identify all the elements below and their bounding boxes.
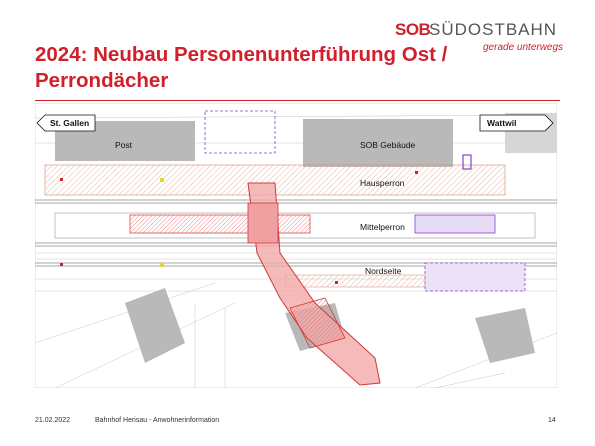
logo-name: SÜDOSTBAHN [429,20,558,39]
sob-building-label: SOB Gebäude [360,140,416,150]
mittelperron-planned-roof [415,215,495,233]
st-gallen-label: St. Gallen [50,118,90,128]
underpass-stair-block [248,203,278,243]
logo-mark: SOB [395,20,431,39]
post-label: Post [115,140,133,150]
hausperron-label: Hausperron [360,178,405,188]
footer-date: 21.02.2022 [35,417,71,424]
nordseite-planned-structure [425,263,525,291]
wattwil-direction-arrow [480,115,553,131]
wattwil-label: Wattwil [487,118,517,128]
st-gallen-direction-arrow [37,115,95,131]
mittelperron-label: Mittelperron [360,222,405,232]
nordseite-roof [285,275,425,287]
footer-page-number: 14 [548,417,556,424]
mittelperron-new-roof [130,215,310,233]
slide-title: 2024: Neubau Personenunterführung Ost / Perrondächer [35,43,448,92]
title-divider [35,100,560,101]
site-plan [35,103,557,388]
footer-subject: Bahnhof Herisau - Anwohnerinformation [95,417,220,424]
logo-tagline: gerade unterwegs [483,42,564,53]
nordseite-label: Nordseite [365,266,402,276]
